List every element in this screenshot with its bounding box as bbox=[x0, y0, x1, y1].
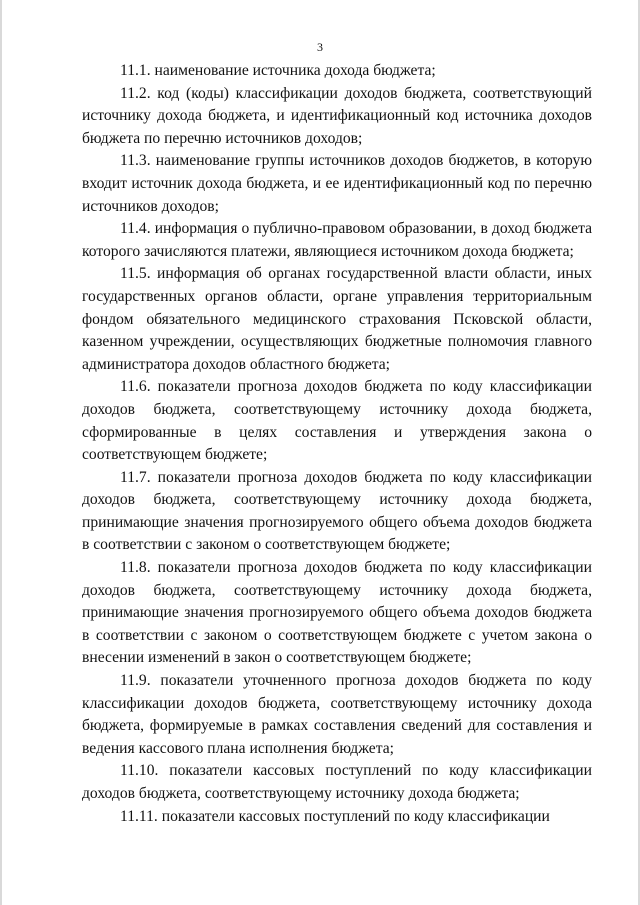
paragraph-11-10: 11.10. показатели кассовых поступлений по коду классификации доходов бюджета, соответствующему источнику дохода бюджета; bbox=[82, 762, 592, 802]
paragraph-11-9: 11.9. показатели уточненного прогноза доходов бюджета по коду классификации доходов бюджета, соответствующему источнику дохода бюджета, формируемые в рамках составления сведений для составления и ведения кассового плана исполнения бюджета; bbox=[82, 672, 592, 757]
paragraph-11-2: 11.2. код (коды) классификации доходов бюджета, соответствующий источнику дохода бюджета, и идентификационный код источника доходов бюджета по перечню источников доходов; bbox=[82, 84, 592, 147]
scan-edge-left bbox=[0, 0, 2, 905]
paragraph-11-4: 11.4. информация о публично-правовом образовании, в доход бюджета которого зачисляются платежи, являющиеся источником дохода бюджета; bbox=[82, 220, 592, 260]
page-number: 3 bbox=[317, 40, 323, 54]
paragraph-11-11: 11.11. показатели кассовых поступлений по коду классификации bbox=[120, 807, 550, 825]
paragraph-11-5: 11.5. информация об органах государственной власти области, иных государственных органов области, органе управления территориальным фондом обязательного медицинского страхования Псковской области, казенном учреждении, осуществляющих бюджетные полномочия главного администратора доходов областного бюджета; bbox=[82, 265, 592, 373]
document-body bbox=[82, 60, 592, 828]
paragraph-11-1: 11.1. наименование источника дохода бюджета; bbox=[120, 62, 436, 79]
paragraph-11-6: 11.6. показатели прогноза доходов бюджета по коду классификации доходов бюджета, соответствующему источнику дохода бюджета, сформированные в целях составления и утверждения закона о соответствующем бюджете; bbox=[82, 378, 592, 464]
paragraph-11-7: 11.7. показатели прогноза доходов бюджета по коду классификации доходов бюджета, соответствующему источнику дохода бюджета, принимающие значения прогнозируемого общего объема доходов бюджета в соответствии с законом о соответствующем бюджете; bbox=[82, 468, 592, 554]
paragraph-11-3: 11.3. наименование группы источников доходов бюджетов, в которую входит источник дохода бюджета, и ее идентификационный код по перечню источников доходов; bbox=[82, 152, 592, 215]
paragraph-11-8: 11.8. показатели прогноза доходов бюджета по коду классификации доходов бюджета, соответствующему источнику дохода бюджета, принимающие значения прогнозируемого общего объема доходов бюджета в соответствии с законом о соответствующем бюджете с учетом закона о внесении изменений в закон о соответствующем бюджете; bbox=[82, 559, 592, 667]
